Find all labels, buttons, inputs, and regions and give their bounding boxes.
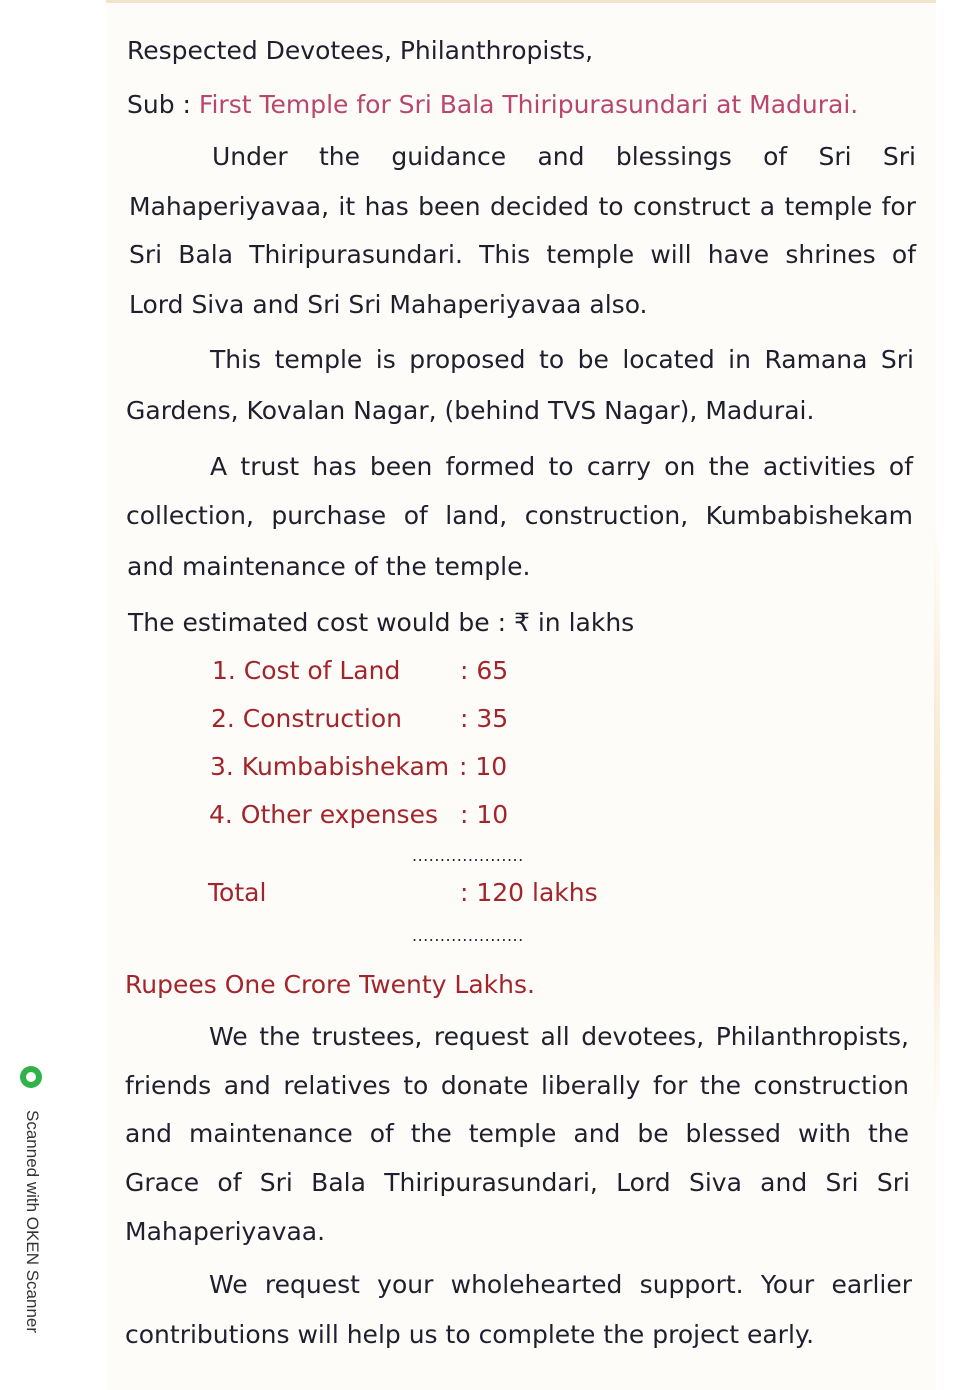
cost-value: : 10 (459, 752, 508, 781)
cost-label: 2. Construction (211, 704, 402, 733)
paragraph-4-line-4: Grace of Sri Bala Thiripurasundari, Lord Siva and Sri Sri (125, 1168, 910, 1197)
paragraph-1-line-3: Sri Bala Thiripurasundari. This temple will have shrines of (129, 240, 916, 269)
cost-value: : 35 (460, 704, 509, 733)
paragraph-4-line-1: We the trustees, request all devotees, Philanthropists, (209, 1022, 909, 1051)
paragraph-2-line-2: Gardens, Kovalan Nagar, (behind TVS Nagar), Madurai. (126, 396, 815, 425)
cost-row-land (212, 656, 612, 690)
paragraph-4-line-5: Mahaperiyavaa. (125, 1217, 326, 1246)
total-label: Total (208, 878, 267, 907)
salutation: Respected Devotees, Philanthropists, (127, 36, 594, 65)
paragraph-1-line-4: Lord Siva and Sri Sri Mahaperiyavaa also. (129, 290, 648, 319)
paragraph-3-line-1: A trust has been formed to carry on the activities of (210, 452, 913, 481)
cost-row-other-expenses (209, 800, 609, 834)
subject-prefix: Sub : (127, 90, 191, 119)
paragraph-3-line-2: collection, purchase of land, construction, Kumbabishekam (126, 501, 913, 530)
separator-bottom: .................... (412, 926, 524, 945)
separator-top: .................... (412, 846, 524, 865)
paragraph-5-line-1: We request your wholehearted support. Your earlier (209, 1270, 912, 1299)
paragraph-5-line-2: contributions will help us to complete the project early. (125, 1320, 815, 1349)
subject-text: First Temple for Sri Bala Thiripurasundari at Madurai. (198, 90, 859, 119)
cost-row-construction (211, 704, 611, 738)
cost-label: 1. Cost of Land (212, 656, 401, 685)
subject-line (127, 90, 858, 119)
cost-value: : 65 (460, 656, 509, 685)
paragraph-1-line-1: Under the guidance and blessings of Sri Sri (212, 142, 916, 171)
scanner-watermark-text: Scanned with OKEN Scanner (23, 1110, 42, 1334)
scanner-watermark (18, 1066, 48, 1376)
cost-value: : 10 (460, 800, 509, 829)
paragraph-4-line-2: friends and relatives to donate liberally for the construction (125, 1071, 909, 1100)
cost-row-kumbabishekam (210, 752, 610, 786)
cost-row-total (208, 878, 628, 912)
paragraph-2-line-1: This temple is proposed to be located in Ramana Sri (210, 345, 914, 374)
cost-label: 4. Other expenses (209, 800, 438, 829)
total-value: : 120 lakhs (460, 878, 598, 907)
paragraph-4-line-3: and maintenance of the temple and be blessed with the (125, 1119, 909, 1148)
amount-in-words: Rupees One Crore Twenty Lakhs. (125, 970, 535, 999)
cost-intro: The estimated cost would be : ₹ in lakhs (128, 608, 635, 637)
paragraph-1-line-2: Mahaperiyavaa, it has been decided to construct a temple for (129, 192, 916, 221)
oken-logo-icon (20, 1066, 42, 1088)
paragraph-3-line-3: and maintenance of the temple. (127, 552, 531, 581)
cost-label: 3. Kumbabishekam (210, 752, 450, 781)
